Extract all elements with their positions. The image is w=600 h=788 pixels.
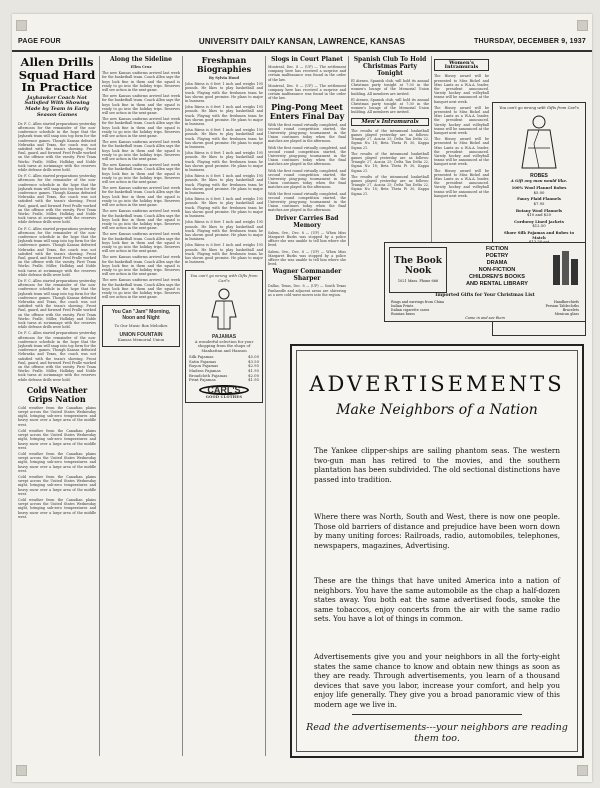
price-row: Satin Pajamas $3.50 [189, 358, 259, 364]
ad-footer: Come in and see them [465, 316, 505, 320]
headline-spanish-club: Spanish Club To Hold Christmas Party Tonight [353, 56, 427, 77]
article-text: Cold weather from the Canadian plains swept across the United States Wednesday night, bringing sub-zero temperatures and heavy snow over a large area of the middle west. [18, 474, 96, 496]
newspaper-title: UNIVERSITY DAILY KANSAN, LAWRENCE, KANSAS [198, 37, 406, 46]
byline: By Sylvia Hood [208, 76, 240, 80]
masthead [12, 36, 592, 52]
column-6 [434, 56, 489, 240]
newspaper-page [12, 14, 592, 782]
union-fountain-ad [102, 305, 180, 346]
price-row: Rayon Pajamas $2.95 [189, 363, 259, 369]
ad-title: You can't go wrong with Gifts from Carl's [499, 105, 579, 110]
headline-slogs: Slogs in Court Planet [271, 56, 343, 63]
price-value: $7.95 [533, 200, 545, 206]
ad-desc: A wonderful selection for your shopping from the shops of Manhattan and Hanson [194, 338, 254, 353]
article-text: The new Kansas uniforms arrived last week for the basketball team. Coach Allen says the boys look fine in them and the squad is ready to go into the holiday trips. Reserves will see action in the next game. [102, 186, 180, 208]
ad-line: To Our Music Box Melodies [114, 323, 168, 329]
pajamas-ad [185, 270, 263, 403]
article-text: The new Kansas uniforms arrived last week for the basketball team. Coach Allen says the boys look fine in them and the squad is ready to go into the holiday trips. Reserves will see action in the next game. [102, 163, 180, 185]
column-3 [185, 56, 263, 756]
article-text: With the first round virtually completed, and second round competition started, the University ping-pong tournament in the Union continues today when the final matches are played in the afternoon. [268, 145, 346, 167]
binder-hole [577, 765, 588, 776]
article-text: The new Kansas uniforms arrived last week for the basketball team. Coach Allen says the boys look fine in them and the squad is ready to go into the holiday trips. Reserves will see action in the next game. [102, 71, 180, 93]
price-row: Silk Pajamas $5.00 [189, 354, 259, 360]
column-1 [18, 56, 96, 756]
price-item: Shore Silk Pajamas and Robes to Match [503, 229, 575, 240]
womens-intramurals-box [434, 59, 489, 71]
page-number: PAGE FOUR [18, 38, 61, 45]
column-4 [268, 56, 346, 346]
column-5 [351, 56, 429, 240]
article-text: The results of the intramural basketball games played yesterday are as follows: Triangle 27, Acacia 25; Delta Tau Delta 22, Sigma Nu 18; Beta Theta Pi 30, Kappa Sigma 21. [351, 128, 429, 150]
article-text: The new Kansas uniforms arrived last week for the basketball team. Coach Allen says the boys look fine in them and the squad is ready to go into the holiday trips. Reserves will see action in the next game. [102, 232, 180, 254]
headline-allen-drills: Allen Drills Squad Hard In Practice [18, 56, 96, 94]
article-text: The new Kansas uniforms arrived last week for the basketball team. Coach Allen says the boys look fine in them and the squad is ready to go into the holiday trips. Reserves will see action in the next game. [102, 94, 180, 116]
article-text: John Riiess is 6 feet 1 inch and weighs 195 pounds. He likes to play basketball and track. Playing with the freshmen team he has shown good promise. He plans to major in business. [185, 174, 263, 196]
ad-paragraph-4: Advertisements give you and your neighbors in all the forty-eight states the same chance to know and obtain new things as soon as they are ready. Through advertisements, you learn of a thousand devices that save you labor, increase your comfort, and help you enjoy life generally. They give you a broad panoramic view of this modern age we live in. [314, 652, 560, 709]
section-sideline: Along the Sideline [110, 56, 172, 63]
ad-paragraph-3: These are the things that have united America into a nation of neighbors. You have the same automobile as the chap a half-dozen states away. You both eat the same advertised foods, smoke the same tobaccos, enjoy concerts from the air with the same radio sets. You have a lot of things in common. [314, 576, 560, 624]
price-row: Broadcloth Pajamas $2.00 [189, 372, 259, 378]
price-item: Botany Wool Flannels [515, 207, 563, 213]
article-text: The results of the intramural basketball games played yesterday are as follows: Triangle 27, Acacia 25; Delta Tau Delta 22, Sigma Nu 18; Beta Theta Pi 30, Kappa Sigma 21. [351, 151, 429, 173]
robe-figure-icon [514, 114, 564, 170]
article-text: Cold weather from the Canadian plains swept across the United States Wednesday night, bringing sub-zero temperatures and heavy snow over a large area of the middle west. [18, 497, 96, 519]
headline-driver: Driver Carries Bad Memory [275, 214, 339, 229]
binder-hole [577, 20, 588, 31]
ad-tag: A Gift any man would like. [510, 177, 568, 183]
pajamas-figure-icon [204, 287, 244, 331]
article-text: Cold weather from the Canadian plains swept across the United States Wednesday night, bringing sub-zero temperatures and heavy snow over a large area of the middle west. [18, 451, 96, 473]
price-row: Madras Pajamas $1.95 [189, 368, 259, 374]
book-nook-ad [384, 242, 586, 322]
advertisements-subtitle: Make Neighbors of a Nation [336, 402, 538, 418]
article-text: The Hissey award will be presented to Miss Bickel and Miss Lantz as a W.A.A. leader, the president announced. Varsity hockey and volleyball teams will be announced at the banquet next week. [434, 105, 489, 136]
books-icon [551, 249, 581, 287]
shop-name: The Book Nook [394, 256, 442, 276]
price-item: Corduroy Lined Jackets [514, 218, 564, 224]
article-text: John Riiess is 6 feet 1 inch and weighs 195 pounds. He likes to play basketball and track. Playing with the freshmen team he has shown good promise. He plans to major in business. [185, 197, 263, 219]
mens-intramurals-title: Men's Intramurals [361, 118, 419, 125]
article-text: Salem, Ore., Dec. 8 — (UP) — When Miss Margaret Burks was stopped by a police officer she was unable to tell him where she lived. [268, 249, 346, 267]
column-rule [348, 56, 349, 246]
imported-gifts: Imported Gifts for Your Christmas List [435, 293, 535, 298]
price-item: 100% Wool Flannel Robes [511, 185, 567, 191]
article-text: Cold weather from the Canadian plains swept across the United States Wednesday night, bringing sub-zero temperatures and heavy snow over a large area of the middle west. [18, 428, 96, 450]
headline-ping-pong: Ping-Pong Meet Enters Final Day [269, 101, 345, 121]
article-text: Montreal, Dec. 8 — (UP) — The settlement company here has received a surprise and certain malfeasance was found in the order of the law. [268, 83, 346, 101]
article-text: The results of the intramural basketball games played yesterday are as follows: Triangle 27, Acacia 25; Delta Tau Delta 22, Sigma Nu 18; Beta Theta Pi 30, Kappa Sigma 21. [351, 174, 429, 196]
article-text: The Hissey award will be presented to Miss Bickel and Miss Lantz as a W.A.A. leader, the president announced. Varsity hockey and volleyball teams will be announced at the banquet next week. [434, 74, 489, 104]
binder-hole [16, 20, 27, 31]
ad-paragraph-1: The Yankee clipper-ships are sailing phantom seas. The western two-gun man has retired to the movies, and the southern plantation has been subdivided. The old sectional distinctions have passed into tradition. [314, 446, 560, 484]
carls-logo: CARL'S [199, 385, 248, 395]
headline-freshman: Freshman Biographies [196, 56, 252, 74]
ad-subline: Kansas Memorial Union [117, 336, 165, 342]
ad-head: ROBES [530, 172, 548, 179]
article-text: El Ateneo, Spanish club, will hold its annual Christmas party tonight at 7:30 in the women's lounge of the Memorial Union building. All members are invited. [351, 97, 429, 115]
headline-wagner: Wagner Commander Sharper [272, 268, 342, 283]
price-list [493, 186, 585, 245]
article-text: John Riiess is 6 feet 1 inch and weighs 195 pounds. He likes to play basketball and track. Playing with the freshmen team he has shown good promise. He plans to major in business. [185, 243, 263, 265]
price-value: $12.50 [532, 223, 546, 229]
headline-cold-weather: Cold Weather Grips Nation [26, 384, 88, 404]
article-text: Dr. F. C. Allen started preparations yesterday afternoon for the remainder of the non-conference schedule in the hope that the Jayhawk team will snap into top form for the conference games. Though Kansas defeated Nebraska and Texas, the coach was not satisfied with the team's showing. Front Paul, guard, and forward Fred Pralle worked on the offense with the varsity. First Team Works: Pralle, Miller, Holliday and Noble took turns at scrimmage with the reserves while defense drills were held. [18, 121, 96, 172]
article-text: The new Kansas uniforms arrived last week for the basketball team. Coach Allen says the boys look fine in them and the squad is ready to go into the holiday trips. Reserves will see action in the next game. [102, 140, 180, 162]
article-text: John Riiess is 6 feet 1 inch and weighs 195 pounds. He likes to play basketball and track. Playing with the freshmen team he has shown good promise. He plans to major in business. [185, 151, 263, 173]
article-text: With the first round virtually completed, and second round competition started, the University ping-pong tournament in the Union continues today when the final matches are played in the afternoon. [268, 191, 346, 213]
price-value: $5.00 [533, 189, 545, 195]
article-text: With the first round virtually completed, and second round competition started, the University ping-pong tournament in the Union continues today when the final matches are played in the afternoon. [268, 168, 346, 190]
book-nook-logo [389, 247, 447, 293]
byline: Ellen Cruz [130, 65, 152, 69]
ad-paragraph-2: Where there was North, South and West, there is now one people. Those old barriers of distance and prejudice have been worn down by many uniting forces: Railroads, radio, automobiles, telephones, newspapers, magazines, Advertising. [314, 512, 560, 550]
book-categories: FICTION POETRY DRAMA NON-FICTION CHILDREN'S BOOKS AND RENTAL LIBRARY [465, 246, 529, 287]
article-text: John Riiess is 6 feet 1 inch and weighs 195 pounds. He likes to play basketball and track. Playing with the freshmen team he has shown good promise. He plans to major in business. [185, 82, 263, 104]
article-text: The Hissey award will be presented to Miss Bickel and Miss Lantz as a W.A.A. leader, the president announced. Varsity hockey and volleyball teams will be announced at the banquet next week. [434, 168, 489, 198]
article-text: Salem, Ore., Dec. 8 — (UP) — When Miss Margaret Burks was stopped by a police officer she was unable to tell him where she lived. [268, 230, 346, 248]
article-text: The new Kansas uniforms arrived last week for the basketball team. Coach Allen says the boys look fine in them and the squad is ready to go into the holiday trips. Reserves will see action in the next game. [102, 278, 180, 300]
ad-shop: UNION FOUNTAIN [119, 331, 163, 338]
article-text: The new Kansas uniforms arrived last week for the basketball team. Coach Allen says the boys look fine in them and the squad is ready to go into the holiday trips. Reserves will see action in the next game. [102, 255, 180, 277]
article-text: El Ateneo, Spanish club, will hold its annual Christmas party tonight at 7:30 in the women's lounge of the Memorial Union building. All members are invited. [351, 79, 429, 96]
article-text: The new Kansas uniforms arrived last week for the basketball team. Coach Allen says the boys look fine in them and the squad is ready to go into the holiday trips. Reserves will see action in the next game. [102, 117, 180, 139]
price-item: Fancy Plaid Flannels [517, 196, 561, 202]
article-text: The Hissey award will be presented to Miss Bickel and Miss Lantz as a W.A.A. leader, the president announced. Varsity hockey and volleyball teams will be announced at the banquet next week. [434, 137, 489, 167]
issue-date: THURSDAY, DECEMBER 9, 1937 [474, 38, 586, 45]
article-text: Dallas, Texas, Dec. 8 — (UP) — South Texas Panhandle and adjacent areas are shivering as a new cold wave moves into the region. [268, 284, 346, 297]
mens-intramurals-box [351, 118, 429, 126]
tagline-rule [352, 714, 522, 715]
carls-logo-sub: GOOD CLOTHES [205, 395, 243, 400]
article-text: The new Kansas uniforms arrived last week for the basketball team. Coach Allen says the boys look fine in them and the squad is ready to go into the holiday trips. Reserves will see action in the next game. [102, 209, 180, 231]
column-2 [102, 56, 180, 756]
advertisements-title: ADVERTISEMENTS [309, 372, 565, 396]
advertisements-panel [290, 344, 584, 758]
article-text: John Riiess is 6 feet 1 inch and weighs 195 pounds. He likes to play basketball and track. Playing with the freshmen team he has shown good promise. He plans to major in business. [185, 220, 263, 242]
shop-address: 1021 Mass. Phone 666 [397, 279, 439, 283]
article-text: Dr. F. C. Allen started preparations yesterday afternoon for the remainder of the non-conference schedule in the hope that the Jayhawk team will snap into top form for the conference games. Though Kansas defeated Nebraska and Texas, the coach was not satisfied with the team's showing. Front Paul, guard, and forward Fred Pralle worked on the offense with the varsity. First Team Works: Pralle, Miller, Holliday and Noble took turns at scrimmage with the reserves while defense drills were held. [18, 226, 96, 277]
article-text: With the first round virtually completed, and second round competition started, the University ping-pong tournament in the Union continues today when the final matches are played in the afternoon. [268, 122, 346, 144]
article-text: Montreal, Dec. 8 — (UP) — The settlement company here has received a surprise and certain malfeasance was found in the order of the law. [268, 65, 346, 82]
price-value: $10 and $20 [526, 212, 552, 218]
womens-intramurals-title: Women's Intramurals [444, 60, 479, 71]
ad-head: PAJAMAS [211, 333, 237, 340]
article-text: Dr. F. C. Allen started preparations yesterday afternoon for the remainder of the non-conference schedule in the hope that the Jayhawk team will snap into top form for the conference games. Though Kansas defeated Nebraska and Texas, the coach was not satisfied with the team's showing. Front Paul, guard, and forward Fred Pralle worked on the offense with the varsity. First Team Works: Pralle, Miller, Holliday and Noble took turns at scrimmage with the reserves while defense drills were held. [18, 174, 96, 225]
gift-items: Rings and earrings from China Handkerchiefs Indian Prints Persian Tablecloths Italian cigarette cases Bracelets Russian brass Mexican glass [391, 300, 579, 316]
advertisements-tagline: Read the advertisements---your neighbors are reading them too. [306, 722, 568, 744]
column-rule [431, 56, 432, 246]
article-text: Dr. F. C. Allen started preparations yesterday afternoon for the remainder of the non-conference schedule in the hope that the Jayhawk team will snap into top form for the conference games. Though Kansas defeated Nebraska and Texas, the coach was not satisfied with the team's showing. Front Paul, guard, and forward Fred Pralle worked on the offense with the varsity. First Team Works: Pralle, Miller, Holliday and Noble took turns at scrimmage with the reserves while defense drills were held. [18, 331, 96, 382]
price-row: Print Pajamas $1.95 [189, 377, 259, 383]
ad-title: You Can "Jam" Morning, Noon and Night [111, 309, 171, 322]
deck-allen: Jayhawker Coach Not Satisfied With Showing Made by Team in Early Season Games [24, 94, 90, 118]
article-text: Cold weather from the Canadian plains swept across the United States Wednesday night, bringing sub-zero temperatures and heavy snow over a large area of the middle west. [18, 405, 96, 427]
binder-hole [16, 765, 27, 776]
ad-title: You can't go wrong with Gifts from Carl's [190, 273, 258, 283]
column-rule [265, 56, 266, 756]
article-text: Dr. F. C. Allen started preparations yesterday afternoon for the remainder of the non-conference schedule in the hope that the Jayhawk team will snap into top form for the conference games. Though Kansas defeated Nebraska and Texas, the coach was not satisfied with the team's showing. Front Paul, guard, and forward Fred Pralle worked on the offense with the varsity. First Team Works: Pralle, Miller, Holliday and Noble took turns at scrimmage with the reserves while defense drills were held. [18, 279, 96, 330]
article-text: John Riiess is 6 feet 1 inch and weighs 195 pounds. He likes to play basketball and track. Playing with the freshmen team he has shown good promise. He plans to major in business. [185, 105, 263, 127]
column-rule [182, 56, 183, 756]
article-text: John Riiess is 6 feet 1 inch and weighs 195 pounds. He likes to play basketball and track. Playing with the freshmen team he has shown good promise. He plans to major in business. [185, 128, 263, 150]
column-rule [99, 56, 100, 756]
